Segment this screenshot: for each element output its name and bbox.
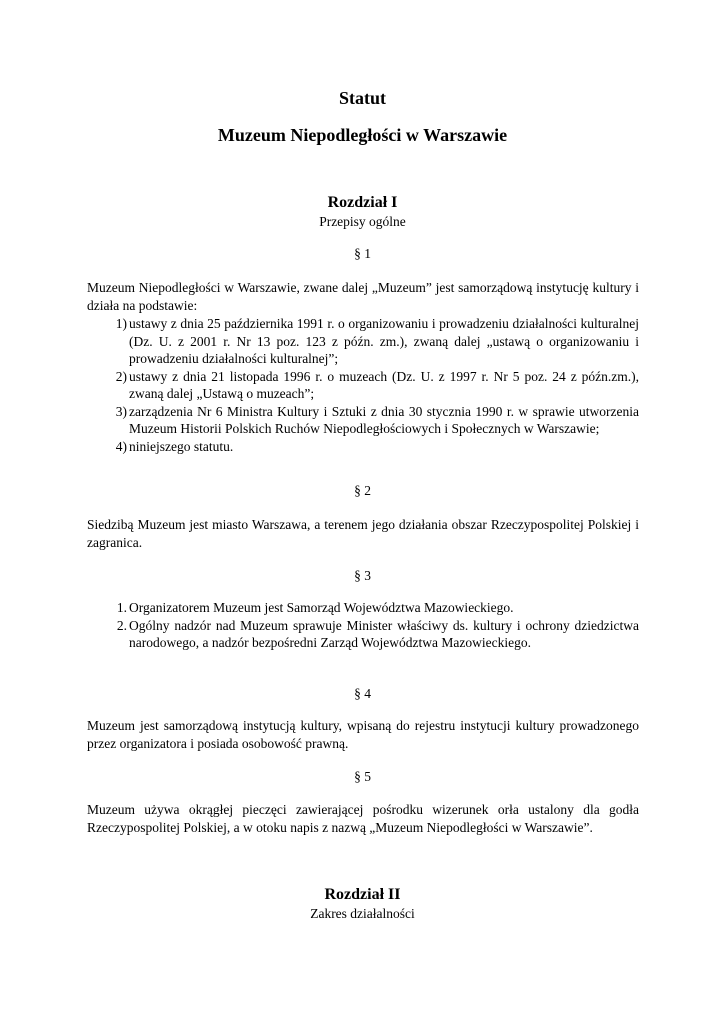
list-item-number: 3) <box>115 403 127 419</box>
list-item-text: ustawy z dnia 25 października 1991 r. o organizowaniu i prowadzeniu działalności kulturalnej (Dz. U. z 2001 r. Nr 13 poz. 123 z późn. zm.), zwaną dalej „ustawą o organizowaniu i prowadzeniu działalności kulturalnej”; <box>129 316 639 366</box>
list-item-text: niniejszego statutu. <box>129 438 234 454</box>
list-item-number: 1) <box>115 316 127 331</box>
chapter-2-subheading: Zakres działalności <box>310 906 415 921</box>
chapter-2-heading: Rozdział II <box>324 886 401 903</box>
list-item-text: Organizatorem Muzeum jest Samorząd Województwa Mazowieckiego. <box>129 600 514 615</box>
section-mark-5: § 5 <box>354 769 371 784</box>
document-title: Statut <box>338 88 386 108</box>
list-item-text: Ogólny nadzór nad Muzeum sprawuje Minister właściwy ds. kultury i ochrony dziedzictwa narodowego, a nadzór bezpośredni Zarząd Województwa Mazowieckiego. <box>129 617 639 650</box>
section-1-intro: Muzeum Niepodległości w Warszawie, zwane dalej „Muzeum” jest samorządową instytucję kultury i działa na podstawie: <box>87 280 639 313</box>
section-3-list <box>116 599 639 652</box>
list-item-number: 4) <box>115 438 127 454</box>
list-item <box>115 403 639 438</box>
list-item <box>116 617 639 652</box>
chapter-1-subheading: Przepisy ogólne <box>319 214 406 229</box>
section-1-list <box>115 315 639 455</box>
section-mark-4: § 4 <box>354 686 371 701</box>
chapter-1-heading: Rozdział I <box>327 194 398 211</box>
list-item <box>115 315 639 368</box>
section-2-text: Siedzibą Muzeum jest miasto Warszawa, a terenem jego działania obszar Rzeczypospolitej Polskiej i zagranica. <box>87 517 639 550</box>
list-item <box>115 438 639 456</box>
list-item-number: 2) <box>115 368 127 384</box>
section-mark-2: § 2 <box>354 483 371 498</box>
section-mark-1: § 1 <box>354 246 371 261</box>
document-subtitle: Muzeum Niepodległości w Warszawie <box>217 125 508 145</box>
list-item-text: zarządzenia Nr 6 Ministra Kultury i Sztuki z dnia 30 stycznia 1990 r. w sprawie utworzenia Muzeum Historii Polskich Ruchów Niepodległościowych i Społecznych w Warszawie; <box>129 403 639 436</box>
list-item <box>115 368 639 403</box>
section-mark-3: § 3 <box>354 568 371 583</box>
section-5-text: Muzeum używa okrągłej pieczęci zawierającej pośrodku wizerunek orła ustalony dla godła Rzeczypospolitej Polskiej, a w otoku napis z nazwą „Muzeum Niepodległości w Warszawie”. <box>87 802 639 835</box>
list-item-text: ustawy z dnia 21 listopada 1996 r. o muzeach (Dz. U. z 1997 r. Nr 5 poz. 24 z późn.zm.), zwaną dalej „Ustawą o muzeach”; <box>129 368 639 401</box>
section-4-text: Muzeum jest samorządową instytucją kultury, wpisaną do rejestru instytucji kultury prowadzonego przez organizatora i posiada osobowość prawną. <box>87 718 639 751</box>
list-item-number: 1. <box>116 600 127 615</box>
list-item <box>116 599 639 617</box>
list-item-number: 2. <box>116 617 127 633</box>
